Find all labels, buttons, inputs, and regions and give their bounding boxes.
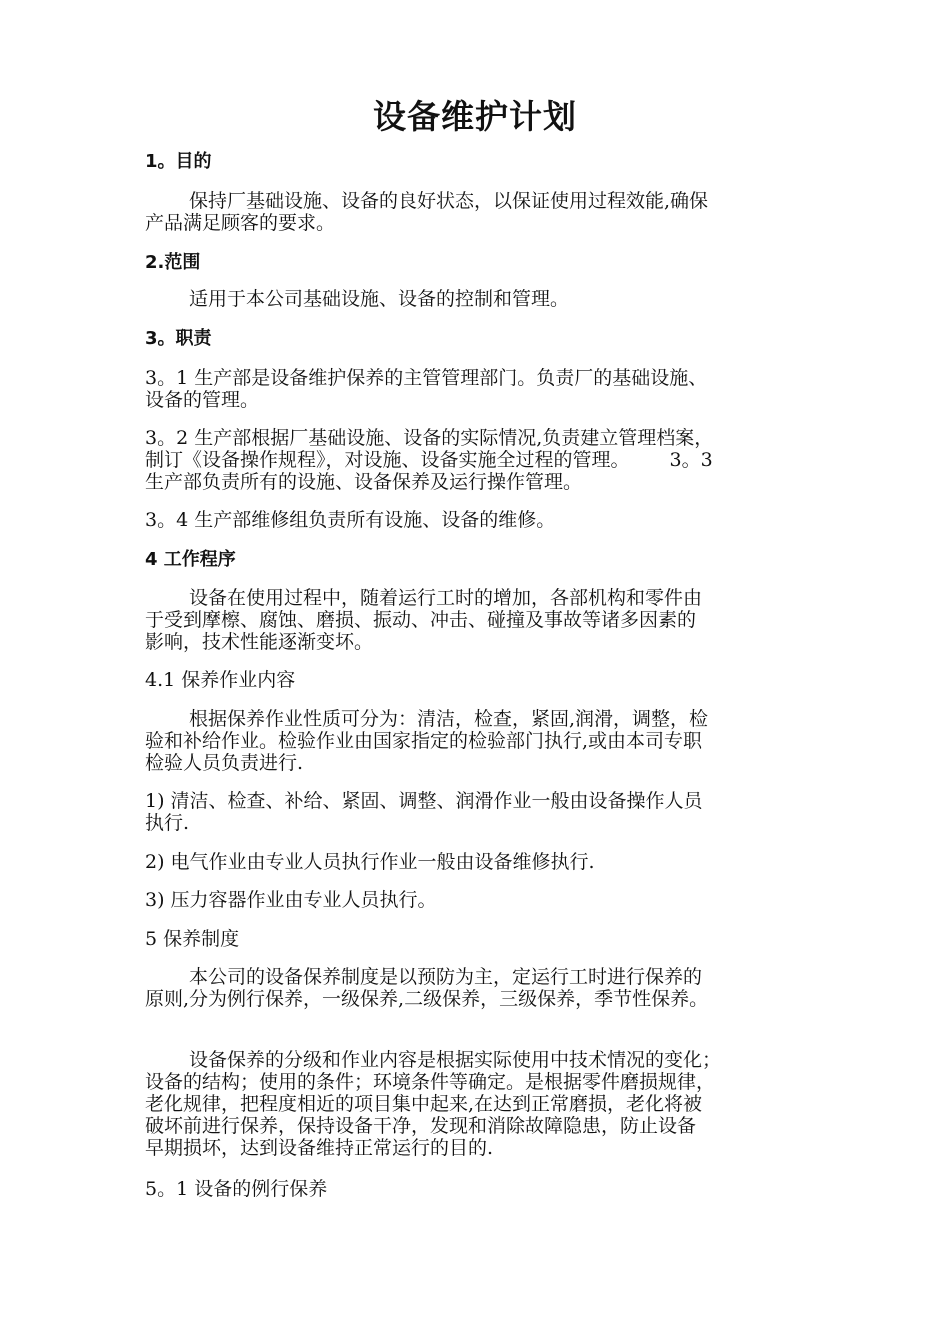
paragraph-system-2 — [145, 1049, 815, 1159]
section-heading-duties: 3。职责 — [145, 328, 212, 349]
section-heading-purpose: 1。目的 — [145, 151, 212, 172]
text-line: 本公司的设备保养制度是以预防为主，定运行工时进行保养的 — [189, 966, 703, 988]
text-line: 1) 清洁、检查、补给、紧固、调整、润滑作业一般由设备操作人员 — [145, 790, 703, 812]
text-line: 设备在使用过程中，随着运行工时的增加，各部机构和零件由 — [189, 587, 703, 609]
text-line: 执行. — [145, 812, 190, 834]
list-item-3 — [145, 889, 815, 911]
text-line: 早期损坏，达到设备维持正常运行的目的. — [145, 1137, 494, 1159]
text-line: 3。4 生产部维修组负责所有设施、设备的维修。 — [145, 509, 556, 531]
text-line: 根据保养作业性质可分为：清洁，检查，紧固,润滑，调整，检 — [189, 708, 709, 730]
list-item-2 — [145, 851, 815, 873]
text-line — [145, 449, 815, 471]
text-segment: 3。3 — [669, 449, 713, 471]
text-line: 老化规律，把程度相近的项目集中起来,在达到正常磨损，老化将被 — [145, 1093, 703, 1115]
paragraph-procedure — [145, 587, 815, 653]
text-line: 于受到摩檫、腐蚀、磨损、振动、冲击、碰撞及事故等诸多因素的 — [145, 609, 697, 631]
subsection-heading-4-1: 4.1 保养作业内容 — [145, 669, 296, 691]
text-line: 保持厂基础设施、设备的良好状态，以保证使用过程效能,确保 — [189, 190, 709, 212]
text-line: 适用于本公司基础设施、设备的控制和管理。 — [189, 288, 570, 310]
text-line: 3。2 生产部根据厂基础设施、设备的实际情况,负责建立管理档案， — [145, 427, 714, 449]
paragraph-purpose — [145, 190, 815, 234]
text-line: 2) 电气作业由专业人员执行作业一般由设备维修执行. — [145, 851, 595, 873]
text-line: 影响，技术性能逐渐变坏。 — [145, 631, 374, 653]
section-heading-system: 5 保养制度 — [145, 928, 240, 950]
paragraph-maintenance-content — [145, 708, 815, 774]
text-segment: 制订《设备操作规程》，对设施、设备实施全过程的管理。 — [145, 449, 630, 471]
text-line: 验和补给作业。检验作业由国家指定的检验部门执行,或由本司专职 — [145, 730, 703, 752]
text-line: 原则,分为例行保养，一级保养,二级保养，三级保养，季节性保养。 — [145, 988, 709, 1010]
subsection-heading-5-1: 5。1 设备的例行保养 — [145, 1178, 328, 1200]
list-item-1 — [145, 790, 815, 834]
section-heading-procedure: 4 工作程序 — [145, 549, 236, 570]
text-line: 设备保养的分级和作业内容是根据实际使用中技术情况的变化； — [189, 1049, 722, 1071]
section-heading-scope: 2.范围 — [145, 252, 201, 273]
paragraph-scope — [145, 288, 815, 310]
text-line: 产品满足顾客的要求。 — [145, 212, 336, 234]
text-line: 3。1 生产部是设备维护保养的主管管理部门。负责厂的基础设施、 — [145, 367, 708, 389]
text-line: 设备的结构；使用的条件；环境条件等确定。是根据零件磨损规律， — [145, 1071, 716, 1093]
paragraph-system-1 — [145, 966, 815, 1010]
paragraph-duties-4 — [145, 509, 815, 531]
text-line: 设备的管理。 — [145, 389, 260, 411]
text-line: 3) 压力容器作业由专业人员执行。 — [145, 889, 437, 911]
text-line: 生产部负责所有的设施、设备保养及运行操作管理。 — [145, 471, 583, 493]
paragraph-duties-1 — [145, 367, 815, 411]
paragraph-duties-2 — [145, 427, 815, 493]
text-line: 破坏前进行保养，保持设备干净，发现和消除故障隐患，防止设备 — [145, 1115, 697, 1137]
text-line: 检验人员负责进行. — [145, 752, 304, 774]
document-title: 设备维护计划 — [373, 97, 577, 136]
